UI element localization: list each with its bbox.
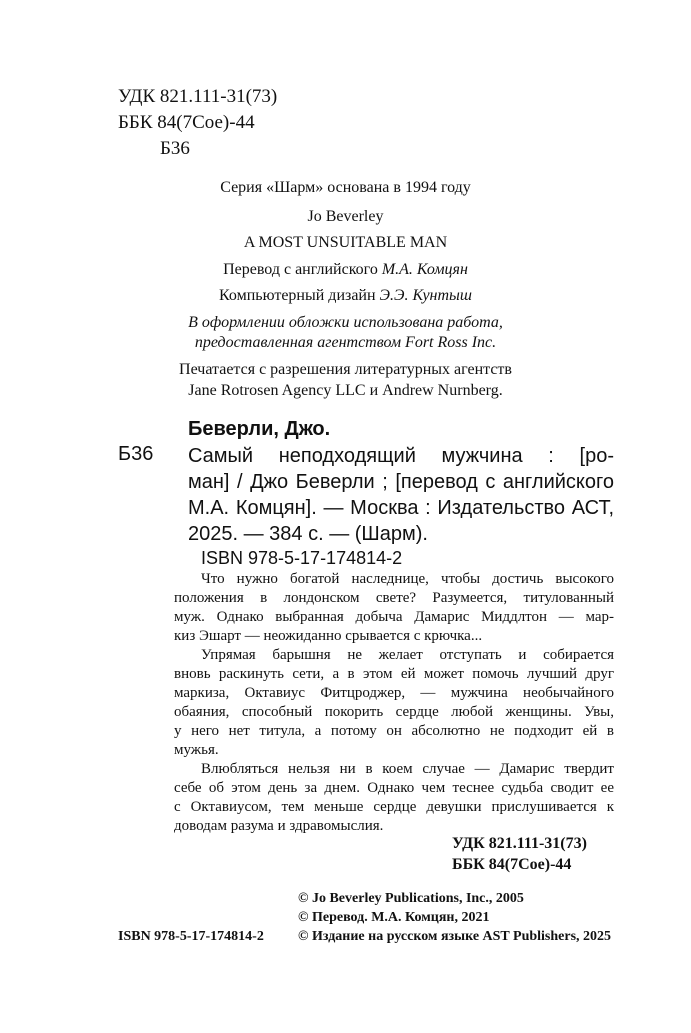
copyright-line: © Jo Beverley Publications, Inc., 2005	[298, 891, 524, 906]
bbk-code: ББК 84(7Сое)-44	[118, 112, 255, 133]
catalog-heading: Беверли, Джо.	[188, 418, 331, 440]
annotation-line: с Октавиусом, тем меньше сердце девушки прислушивается к	[174, 799, 614, 815]
udk-code-bottom: УДК 821.111-31(73)	[452, 835, 587, 852]
annotation-line: Что нужно богатой наследнице, чтобы достичь высокого	[201, 571, 614, 587]
copyright-line: © Перевод. М.А. Комцян, 2021	[298, 910, 490, 925]
annotation-line: Упрямая барышня не желает отступать и собирается	[201, 647, 614, 663]
udk-code: УДК 821.111-31(73)	[118, 86, 278, 107]
annotation-line: доводам разума и здравомыслия.	[174, 818, 384, 834]
design-credit	[0, 287, 691, 305]
designer-name: Э.Э. Кунтыш	[379, 287, 472, 304]
translation-credit	[0, 261, 691, 279]
catalog-line: 2025. — 384 с. — (Шарм).	[188, 523, 428, 545]
annotation-line: маркиза, Октавиус Фитцроджер, — мужчина необычайного	[174, 685, 614, 701]
catalog-line: Самый неподходящий мужчина : [ро-	[188, 445, 614, 467]
catalog-isbn: ISBN 978-5-17-174814-2	[201, 548, 403, 568]
catalog-mark: Б36	[118, 443, 154, 465]
catalog-line: ман] / Джо Беверли ; [перевод с английского	[188, 471, 614, 493]
cover-note-line: В оформлении обложки использована работа,	[188, 314, 503, 331]
permission-note-line: Jane Rotrosen Agency LLC и Andrew Nurnberg.	[188, 382, 503, 399]
design-label: Компьютерный дизайн	[219, 287, 376, 304]
annotation-line: вновь раскинуть сети, а в этом ей может помочь лучший друг	[174, 666, 614, 682]
annotation-line: у него нет титула, а потому он абсолютно не подходит ей в	[174, 723, 614, 739]
cover-note-line: предоставленная агентством Fort Ross Inc.	[194, 334, 497, 351]
permission-note-line: Печатается с разрешения литературных агентств	[179, 361, 512, 378]
annotation-line: себе об этом день за днем. Однако чем теснее судьба сводит ее	[174, 780, 614, 796]
isbn-bottom: ISBN 978-5-17-174814-2	[118, 929, 264, 944]
annotation-line: киз Эшарт — неожиданно срывается с крючка...	[174, 628, 483, 644]
copyright-line: © Издание на русском языке AST Publishers, 2025	[298, 929, 612, 944]
annotation-line: положения в лондонском свете? Разумеется, титулованный	[174, 590, 614, 606]
annotation-line: Влюбляться нельзя ни в коем случае — Дамарис твердит	[201, 761, 614, 777]
annotation-line: муж. Однако выбранная добыча Дамарис Миддлтон — мар-	[174, 609, 614, 625]
catalog-line: М.А. Комцян]. — Москва : Издательство АСТ,	[188, 497, 614, 519]
bbk-code-bottom: ББК 84(7Сое)-44	[452, 856, 572, 873]
annotation-line: мужья.	[174, 742, 219, 758]
translator-name: М.А. Комцян	[381, 261, 468, 278]
original-author: Jo Beverley	[307, 208, 384, 225]
annotation-line: обаяния, способный покорить сердце любой женщины. Увы,	[174, 704, 614, 720]
original-title: A MOST UNSUITABLE MAN	[243, 234, 448, 251]
series-note: Серия «Шарм» основана в 1994 году	[220, 179, 471, 196]
translation-label: Перевод с английского	[223, 261, 378, 278]
author-mark: Б36	[160, 138, 190, 159]
